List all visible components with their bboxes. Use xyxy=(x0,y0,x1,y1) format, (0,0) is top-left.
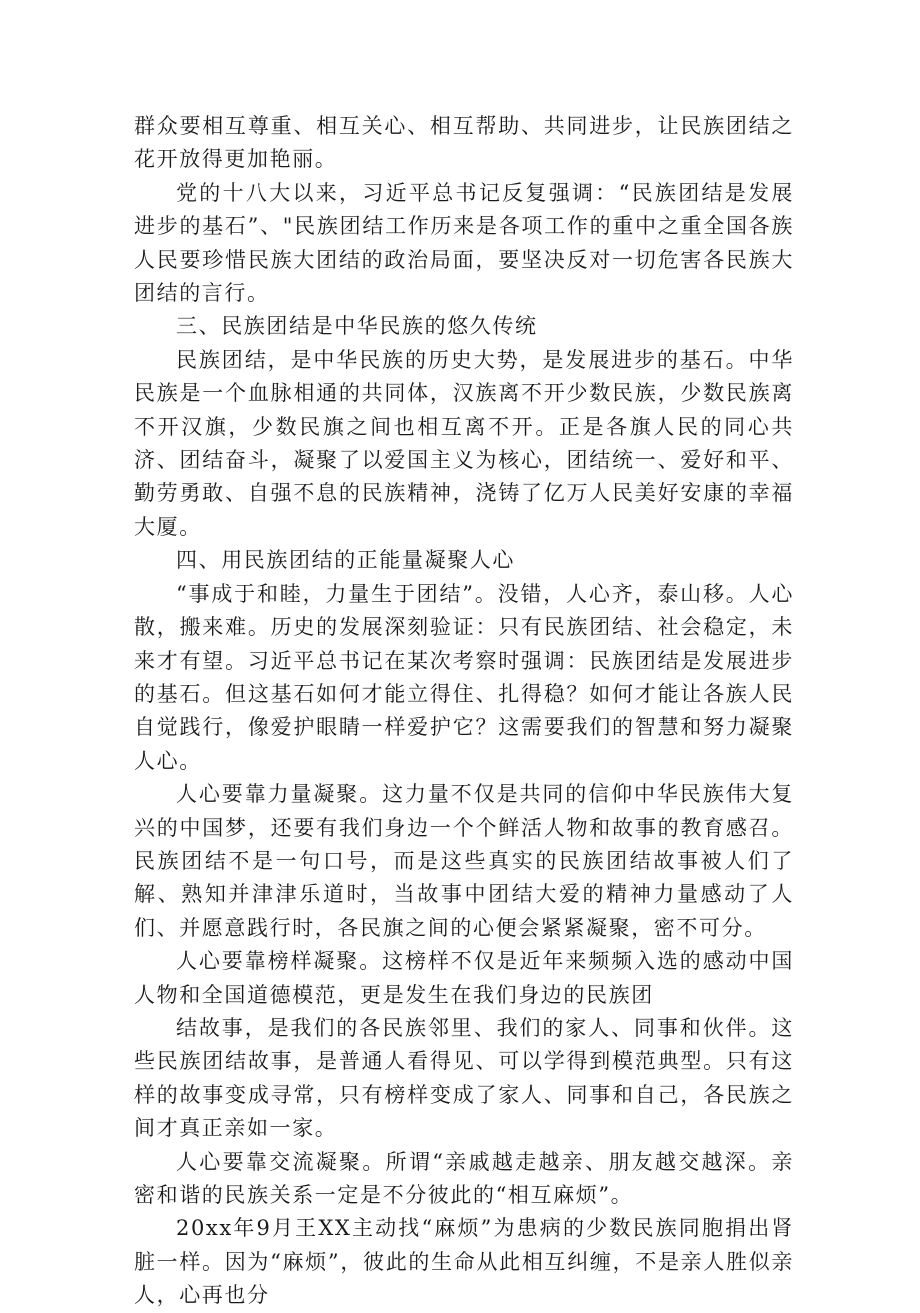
paragraph-party-congress: 党的十八大以来，习近平总书记反复强调：“民族团结是发展进步的基石”、"民族团结工作历来是各项工作的重中之重全国各族人民要珍惜民族大团结的政治局面，要坚决反对一切危害各民族大团结的言行。 xyxy=(134,180,794,306)
document-body xyxy=(134,110,794,1313)
paragraph-strength: 人心要靠力量凝聚。这力量不仅是共同的信仰中华民族伟大复兴的中国梦，还要有我们身边一个个鲜活人物和故事的教育感召。民族团结不是一句口号，而是这些真实的民族团结故事被人们了解、熟知并津津乐道时，当故事中团结大爱的精神力量感动了人们、并愿意践行时，各民旗之间的心便会紧紧凝聚，密不可分。 xyxy=(134,782,794,940)
paragraph-unity-stories: 结故事，是我们的各民族邻里、我们的家人、同事和伙伴。这些民族团结故事，是普通人看得见、可以学得到模范典型。只有这样的故事变成寻常，只有榜样变成了家人、同事和自己，各民族之间才真正亲如一家。 xyxy=(134,1015,794,1141)
paragraph-continuation: 群众要相互尊重、相互关心、相互帮助、共同进步，让民族团结之花开放得更加艳丽。 xyxy=(134,114,794,172)
section-heading-3: 三、民族团结是中华民族的悠久传统 xyxy=(176,314,538,339)
section-heading-4: 四、用民族团结的正能量凝聚人心 xyxy=(176,548,515,573)
paragraph-role-models: 人心要靠榜样凝聚。这榜样不仅是近年来频频入选的感动中国人物和全国道德模范，更是发生在我们身边的民族团 xyxy=(134,949,794,1007)
paragraph-kidney-donation: 20xx年9月王XX主动找“麻烦”为患病的少数民族同胞捐出肾脏一样。因为“麻烦”，彼此的生命从此相互纠缠，不是亲人胜似亲人，心再也分 xyxy=(134,1216,794,1308)
paragraph-harmony-quote: “事成于和睦，力量生于团结”。没错，人心齐，泰山移。人心散，搬来难。历史的发展深刻验证：只有民族团结、社会稳定，未来才有望。习近平总书记在某次考察时强调：民族团结是发展进步的基石。但这基石如何才能立得住、扎得稳？如何才能让各族人民自觉践行，像爱护眼睛一样爱护它？这需要我们的智慧和努力凝聚人心。 xyxy=(134,581,794,773)
paragraph-exchange: 人心要靠交流凝聚。所谓“亲戚越走越亲、朋友越交越深。亲密和谐的民族关系一定是不分彼此的“相互麻烦”。 xyxy=(134,1149,794,1207)
paragraph-historical-trend: 民族团结，是中华民族的历史大势，是发展进步的基石。中华民族是一个血脉相通的共同体，汉族离不开少数民族，少数民族离不开汉旗，少数民旗之间也相互离不开。正是各旗人民的同心共济、团结奋斗，凝聚了以爱国主义为核心，团结统一、爱好和平、勤劳勇敢、自强不息的民族精神，浇铸了亿万人民美好安康的幸福大厦。 xyxy=(134,347,794,539)
